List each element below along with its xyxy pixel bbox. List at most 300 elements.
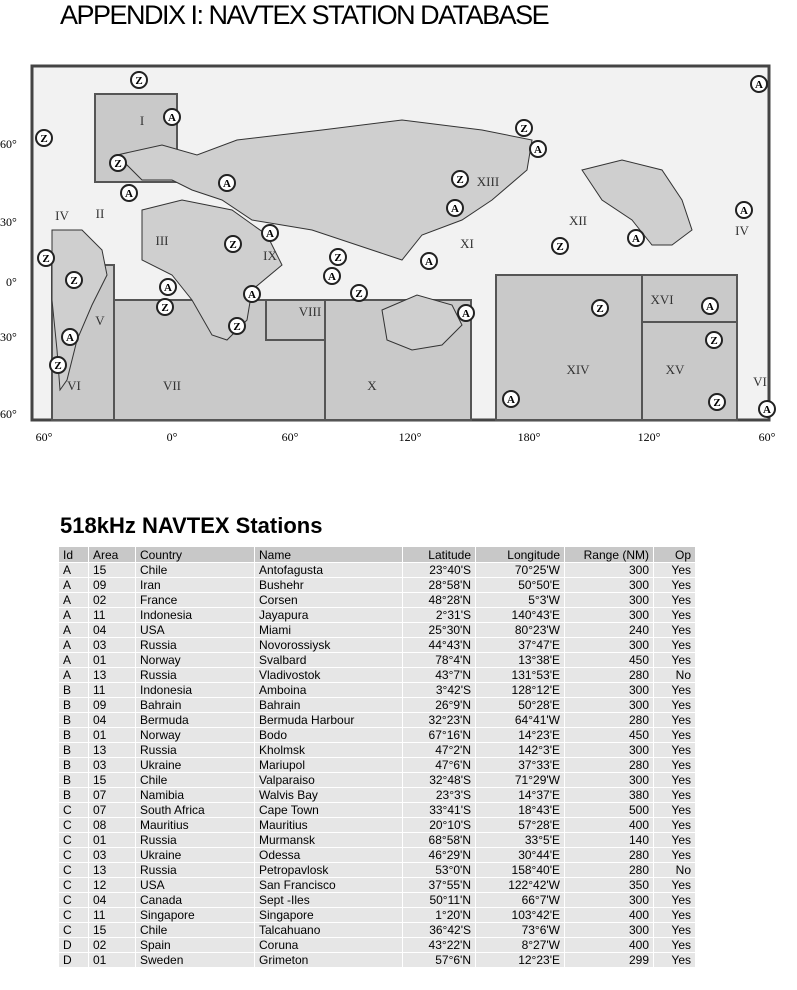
station-marker — [709, 394, 725, 410]
cell-name: Miami — [255, 623, 403, 638]
lon-label: 0° — [166, 430, 178, 444]
cell-area: 07 — [89, 803, 136, 818]
cell-op: Yes — [654, 923, 696, 938]
station-marker-letter: A — [451, 203, 459, 215]
cell-name: Vladivostok — [255, 668, 403, 683]
cell-name: Mauritius — [255, 818, 403, 833]
cell-range: 300 — [565, 563, 654, 578]
cell-op: No — [654, 863, 696, 878]
table-row — [59, 923, 696, 938]
cell-op: Yes — [654, 683, 696, 698]
station-marker-letter: Z — [70, 275, 78, 287]
station-marker — [121, 185, 137, 201]
cell-longitude: 14°37'E — [476, 788, 565, 803]
cell-id: B — [59, 713, 89, 728]
cell-op: Yes — [654, 953, 696, 968]
cell-id: B — [59, 743, 89, 758]
cell-id: B — [59, 773, 89, 788]
cell-longitude: 5°3'W — [476, 593, 565, 608]
cell-area: 01 — [89, 953, 136, 968]
cell-latitude: 20°10'S — [403, 818, 476, 833]
station-marker-letter: Z — [520, 123, 528, 135]
cell-latitude: 43°7'N — [403, 668, 476, 683]
cell-longitude: 18°43'E — [476, 803, 565, 818]
cell-id: D — [59, 953, 89, 968]
cell-area: 03 — [89, 638, 136, 653]
lon-label: 60° — [281, 430, 299, 444]
station-marker-letter: Z — [54, 360, 62, 372]
lat-label: 60° — [0, 137, 17, 151]
cell-country: Russia — [136, 668, 255, 683]
cell-id: C — [59, 878, 89, 893]
navtex-stations-table — [59, 547, 696, 967]
cell-range: 350 — [565, 878, 654, 893]
cell-id: C — [59, 923, 89, 938]
station-marker-letter: A — [755, 79, 763, 91]
station-marker-letter: Z — [42, 253, 50, 265]
cell-latitude: 26°9'N — [403, 698, 476, 713]
cell-longitude: 8°27'W — [476, 938, 565, 953]
table-row — [59, 953, 696, 968]
station-marker-letter: Z — [135, 75, 143, 87]
cell-id: A — [59, 638, 89, 653]
station-marker — [452, 171, 468, 187]
cell-area: 04 — [89, 623, 136, 638]
table-row — [59, 788, 696, 803]
cell-area: 04 — [89, 893, 136, 908]
cell-op: Yes — [654, 788, 696, 803]
cell-country: South Africa — [136, 803, 255, 818]
station-marker-letter: A — [706, 301, 714, 313]
cell-latitude: 37°55'N — [403, 878, 476, 893]
table-row — [59, 623, 696, 638]
svg-text:XIV: XIV — [566, 362, 590, 377]
cell-country: Norway — [136, 728, 255, 743]
cell-latitude: 33°41'S — [403, 803, 476, 818]
station-marker-letter: A — [66, 332, 74, 344]
table-row — [59, 713, 696, 728]
station-marker-letter: A — [632, 233, 640, 245]
cell-op: Yes — [654, 578, 696, 593]
cell-longitude: 37°33'E — [476, 758, 565, 773]
table-row — [59, 848, 696, 863]
cell-longitude: 33°5'E — [476, 833, 565, 848]
col-header-id: Id — [59, 547, 89, 563]
cell-name: Valparaiso — [255, 773, 403, 788]
cell-op: Yes — [654, 653, 696, 668]
cell-latitude: 32°48'S — [403, 773, 476, 788]
cell-longitude: 71°29'W — [476, 773, 565, 788]
station-marker — [447, 200, 463, 216]
table-row — [59, 683, 696, 698]
cell-latitude: 23°40'S — [403, 563, 476, 578]
cell-longitude: 14°23'E — [476, 728, 565, 743]
svg-text:VI: VI — [753, 374, 767, 389]
cell-latitude: 57°6'N — [403, 953, 476, 968]
station-marker — [421, 253, 437, 269]
cell-range: 300 — [565, 923, 654, 938]
cell-latitude: 2°31'S — [403, 608, 476, 623]
cell-name: Petropavlosk — [255, 863, 403, 878]
svg-text:VII: VII — [162, 378, 182, 393]
station-marker-letter: Z — [334, 252, 342, 264]
cell-id: A — [59, 578, 89, 593]
station-marker — [160, 279, 176, 295]
cell-country: France — [136, 593, 255, 608]
cell-range: 300 — [565, 698, 654, 713]
cell-id: A — [59, 563, 89, 578]
station-marker-letter: Z — [456, 174, 464, 186]
cell-name: Sept -Iles — [255, 893, 403, 908]
table-row — [59, 803, 696, 818]
station-marker — [110, 155, 126, 171]
table-row — [59, 698, 696, 713]
cell-range: 280 — [565, 668, 654, 683]
cell-range: 240 — [565, 623, 654, 638]
cell-range: 300 — [565, 743, 654, 758]
cell-area: 11 — [89, 683, 136, 698]
cell-id: C — [59, 803, 89, 818]
cell-name: Grimeton — [255, 953, 403, 968]
cell-longitude: 50°50'E — [476, 578, 565, 593]
cell-range: 300 — [565, 893, 654, 908]
svg-text:XIII: XIII — [476, 174, 500, 189]
cell-latitude: 47°2'N — [403, 743, 476, 758]
cell-name: Bermuda Harbour — [255, 713, 403, 728]
cell-country: Singapore — [136, 908, 255, 923]
cell-range: 280 — [565, 713, 654, 728]
table-row — [59, 608, 696, 623]
cell-name: Bushehr — [255, 578, 403, 593]
cell-country: Bahrain — [136, 698, 255, 713]
table-row — [59, 878, 696, 893]
station-marker-letter: A — [168, 112, 176, 124]
svg-text:I: I — [139, 113, 145, 128]
station-marker — [351, 285, 367, 301]
station-marker — [324, 268, 340, 284]
table-row — [59, 938, 696, 953]
cell-range: 300 — [565, 578, 654, 593]
station-marker — [628, 230, 644, 246]
longitude-labels — [36, 430, 776, 444]
station-marker — [62, 329, 78, 345]
cell-latitude: 1°20'N — [403, 908, 476, 923]
cell-op: Yes — [654, 758, 696, 773]
cell-id: C — [59, 848, 89, 863]
lon-label: 60° — [758, 430, 776, 444]
svg-text:III: III — [155, 233, 169, 248]
cell-id: A — [59, 653, 89, 668]
cell-country: USA — [136, 878, 255, 893]
cell-op: Yes — [654, 938, 696, 953]
cell-country: Sweden — [136, 953, 255, 968]
svg-text:XI: XI — [460, 236, 474, 251]
station-marker — [592, 300, 608, 316]
cell-latitude: 32°23'N — [403, 713, 476, 728]
cell-latitude: 78°4'N — [403, 653, 476, 668]
cell-latitude: 44°43'N — [403, 638, 476, 653]
station-marker-letter: Z — [114, 158, 122, 170]
station-marker — [751, 76, 767, 92]
cell-id: B — [59, 788, 89, 803]
cell-range: 400 — [565, 938, 654, 953]
cell-op: Yes — [654, 878, 696, 893]
station-marker-letter: Z — [233, 321, 241, 333]
station-marker-letter: A — [507, 394, 515, 406]
svg-text:X: X — [367, 378, 377, 393]
cell-area: 09 — [89, 698, 136, 713]
cell-area: 01 — [89, 653, 136, 668]
station-marker-letter: Z — [596, 303, 604, 315]
table-row — [59, 893, 696, 908]
cell-area: 11 — [89, 908, 136, 923]
cell-range: 300 — [565, 638, 654, 653]
cell-op: Yes — [654, 818, 696, 833]
cell-id: A — [59, 668, 89, 683]
cell-id: D — [59, 938, 89, 953]
cell-id: A — [59, 608, 89, 623]
station-marker — [458, 305, 474, 321]
cell-name: Coruna — [255, 938, 403, 953]
table-row — [59, 833, 696, 848]
station-marker-letter: A — [740, 205, 748, 217]
cell-id: B — [59, 758, 89, 773]
station-marker — [50, 357, 66, 373]
cell-id: C — [59, 908, 89, 923]
cell-country: Chile — [136, 563, 255, 578]
cell-latitude: 43°22'N — [403, 938, 476, 953]
table-row — [59, 818, 696, 833]
station-marker — [759, 401, 775, 417]
cell-op: Yes — [654, 833, 696, 848]
station-marker — [131, 72, 147, 88]
cell-latitude: 50°11'N — [403, 893, 476, 908]
cell-name: Corsen — [255, 593, 403, 608]
cell-latitude: 67°16'N — [403, 728, 476, 743]
cell-area: 01 — [89, 728, 136, 743]
cell-longitude: 13°38'E — [476, 653, 565, 668]
station-marker-letter: Z — [355, 288, 363, 300]
table-row — [59, 773, 696, 788]
cell-latitude: 46°29'N — [403, 848, 476, 863]
cell-range: 450 — [565, 728, 654, 743]
cell-latitude: 68°58'N — [403, 833, 476, 848]
cell-name: Odessa — [255, 848, 403, 863]
station-marker — [229, 318, 245, 334]
cell-longitude: 80°23'W — [476, 623, 565, 638]
lon-label: 120° — [398, 430, 422, 444]
cell-name: Talcahuano — [255, 923, 403, 938]
cell-longitude: 140°43'E — [476, 608, 565, 623]
cell-id: C — [59, 833, 89, 848]
cell-name: Mariupol — [255, 758, 403, 773]
cell-op: Yes — [654, 803, 696, 818]
cell-name: Svalbard — [255, 653, 403, 668]
table-row — [59, 908, 696, 923]
cell-country: Chile — [136, 773, 255, 788]
cell-area: 02 — [89, 593, 136, 608]
cell-longitude: 131°53'E — [476, 668, 565, 683]
table-row — [59, 653, 696, 668]
cell-op: Yes — [654, 773, 696, 788]
cell-name: Singapore — [255, 908, 403, 923]
svg-text:VI: VI — [67, 378, 81, 393]
cell-area: 13 — [89, 743, 136, 758]
lon-label: 60° — [35, 430, 53, 444]
cell-country: Chile — [136, 923, 255, 938]
station-marker — [552, 238, 568, 254]
cell-latitude: 28°58'N — [403, 578, 476, 593]
station-marker — [244, 286, 260, 302]
cell-country: Russia — [136, 863, 255, 878]
station-marker — [702, 298, 718, 314]
cell-latitude: 48°28'N — [403, 593, 476, 608]
cell-op: Yes — [654, 743, 696, 758]
cell-latitude: 53°0'N — [403, 863, 476, 878]
svg-text:XV: XV — [665, 362, 685, 377]
cell-id: B — [59, 683, 89, 698]
table-row — [59, 578, 696, 593]
cell-longitude: 66°7'W — [476, 893, 565, 908]
station-marker-letter: A — [328, 271, 336, 283]
cell-op: No — [654, 668, 696, 683]
cell-longitude: 30°44'E — [476, 848, 565, 863]
cell-area: 08 — [89, 818, 136, 833]
cell-country: Indonesia — [136, 683, 255, 698]
station-marker-letter: A — [248, 289, 256, 301]
cell-longitude: 128°12'E — [476, 683, 565, 698]
table-row — [59, 728, 696, 743]
latitude-labels — [0, 137, 17, 421]
station-marker-letter: A — [164, 282, 172, 294]
station-marker-letter: Z — [713, 397, 721, 409]
table-header-row — [59, 547, 696, 563]
lat-label: 30° — [0, 215, 17, 229]
col-header-name: Name — [255, 547, 403, 563]
station-marker-letter: Z — [556, 241, 564, 253]
cell-range: 300 — [565, 683, 654, 698]
cell-longitude: 73°6'W — [476, 923, 565, 938]
cell-country: Russia — [136, 638, 255, 653]
station-marker-letter: A — [425, 256, 433, 268]
table-row — [59, 593, 696, 608]
svg-text:XVI: XVI — [650, 292, 674, 307]
col-header-latitude: Latitude — [403, 547, 476, 563]
cell-area: 03 — [89, 758, 136, 773]
cell-op: Yes — [654, 698, 696, 713]
station-marker — [706, 332, 722, 348]
table-row — [59, 563, 696, 578]
cell-id: C — [59, 818, 89, 833]
table-row — [59, 758, 696, 773]
cell-latitude: 25°30'N — [403, 623, 476, 638]
cell-country: Iran — [136, 578, 255, 593]
section-title: 518kHz NAVTEX Stations — [60, 513, 323, 538]
cell-area: 03 — [89, 848, 136, 863]
cell-op: Yes — [654, 893, 696, 908]
cell-id: B — [59, 698, 89, 713]
cell-area: 13 — [89, 668, 136, 683]
table-row — [59, 638, 696, 653]
cell-range: 300 — [565, 608, 654, 623]
cell-range: 400 — [565, 818, 654, 833]
cell-longitude: 142°3'E — [476, 743, 565, 758]
cell-name: Jayapura — [255, 608, 403, 623]
cell-area: 15 — [89, 773, 136, 788]
station-marker — [38, 250, 54, 266]
cell-area: 02 — [89, 938, 136, 953]
cell-longitude: 70°25'W — [476, 563, 565, 578]
cell-longitude: 64°41'W — [476, 713, 565, 728]
cell-longitude: 37°47'E — [476, 638, 565, 653]
cell-op: Yes — [654, 713, 696, 728]
station-marker — [66, 272, 82, 288]
cell-name: San Francisco — [255, 878, 403, 893]
cell-name: Murmansk — [255, 833, 403, 848]
cell-id: A — [59, 593, 89, 608]
cell-name: Antofagusta — [255, 563, 403, 578]
cell-longitude: 158°40'E — [476, 863, 565, 878]
station-marker-letter: A — [763, 404, 771, 416]
svg-text:VIII: VIII — [298, 304, 322, 319]
station-marker-letter: Z — [40, 133, 48, 145]
col-header-area: Area — [89, 547, 136, 563]
cell-name: Cape Town — [255, 803, 403, 818]
cell-op: Yes — [654, 563, 696, 578]
cell-op: Yes — [654, 623, 696, 638]
cell-id: C — [59, 863, 89, 878]
station-marker-letter: A — [223, 178, 231, 190]
station-marker-letter: Z — [229, 239, 237, 251]
station-marker — [164, 109, 180, 125]
cell-latitude: 3°42'S — [403, 683, 476, 698]
cell-country: Mauritius — [136, 818, 255, 833]
cell-area: 13 — [89, 863, 136, 878]
station-marker-letter: Z — [710, 335, 718, 347]
cell-name: Bodo — [255, 728, 403, 743]
station-marker — [736, 202, 752, 218]
cell-range: 380 — [565, 788, 654, 803]
station-marker — [330, 249, 346, 265]
col-header-country: Country — [136, 547, 255, 563]
cell-area: 04 — [89, 713, 136, 728]
cell-longitude: 50°28'E — [476, 698, 565, 713]
cell-range: 450 — [565, 653, 654, 668]
table-row — [59, 743, 696, 758]
cell-range: 280 — [565, 863, 654, 878]
cell-name: Walvis Bay — [255, 788, 403, 803]
cell-name: Bahrain — [255, 698, 403, 713]
navarea-world-map — [0, 60, 782, 450]
cell-op: Yes — [654, 728, 696, 743]
cell-latitude: 47°6'N — [403, 758, 476, 773]
cell-op: Yes — [654, 908, 696, 923]
lon-label: 180° — [517, 430, 541, 444]
svg-text:IV: IV — [55, 208, 69, 223]
cell-area: 07 — [89, 788, 136, 803]
cell-area: 01 — [89, 833, 136, 848]
cell-country: Spain — [136, 938, 255, 953]
cell-op: Yes — [654, 848, 696, 863]
cell-name: Amboina — [255, 683, 403, 698]
lon-label: 120° — [637, 430, 661, 444]
cell-country: Russia — [136, 743, 255, 758]
cell-area: 15 — [89, 923, 136, 938]
cell-country: Canada — [136, 893, 255, 908]
cell-longitude: 12°23'E — [476, 953, 565, 968]
cell-country: Russia — [136, 833, 255, 848]
cell-longitude: 103°42'E — [476, 908, 565, 923]
